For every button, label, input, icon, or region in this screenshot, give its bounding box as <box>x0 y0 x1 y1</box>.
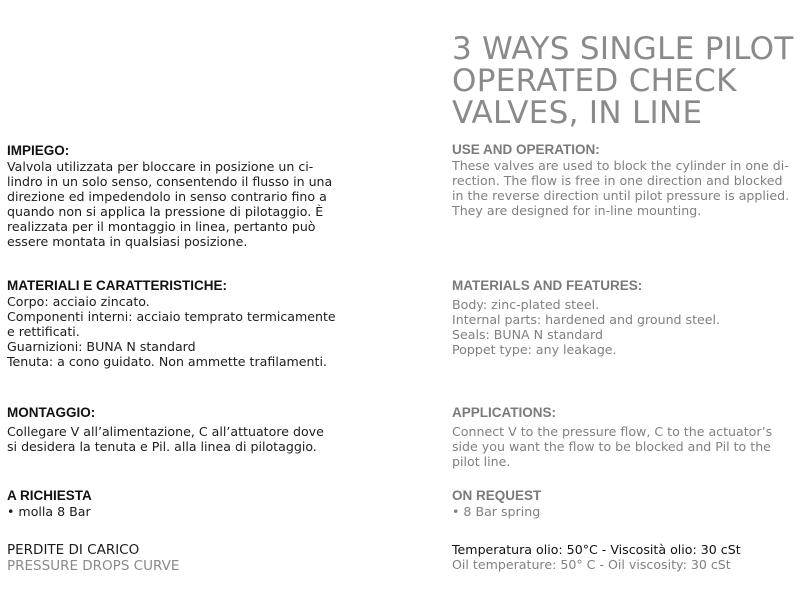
richiesta-section <box>7 488 357 519</box>
title-line: OPERATED CHECK <box>452 63 737 99</box>
text-line: Valvola utilizzata per bloccare in posizione un ci- <box>7 159 314 174</box>
text-line: si desidera la tenuta e Pil. alla linea di pilotaggio. <box>7 439 317 454</box>
text-line: in the reverse direction until pilot pressure is applied. <box>452 188 790 203</box>
text-line: These valves are used to block the cylinder in one di- <box>452 158 789 173</box>
use-heading: USE AND OPERATION: <box>452 142 600 157</box>
temperature-line: Oil temperature: 50° C - Oil viscosity: 30 cSt <box>452 557 731 572</box>
request-section <box>452 488 797 519</box>
impiego-heading: IMPIEGO: <box>7 143 70 158</box>
text-line: Collegare V all’alimentazione, C all’attuatore dove <box>7 424 324 439</box>
montaggio-section <box>7 405 357 454</box>
perdite-section <box>7 542 357 558</box>
page-title <box>452 33 797 129</box>
applications-heading: APPLICATIONS: <box>452 405 556 420</box>
montaggio-heading: MONTAGGIO: <box>7 405 96 420</box>
text-line: Componenti interni: acciaio temprato termicamente <box>7 309 336 324</box>
temperature-section <box>452 542 797 572</box>
text-line: Internal parts: hardened and ground steel. <box>452 312 721 327</box>
pressure-drops-section <box>7 558 357 574</box>
text-line: Connect V to the pressure flow, C to the actuator’s <box>452 424 773 439</box>
title-line: 3 WAYS SINGLE PILOT <box>452 31 794 67</box>
impiego-section <box>7 143 357 249</box>
temperatura-line: Temperatura olio: 50°C - Viscosità olio: 30 cSt <box>452 542 741 557</box>
text-line: pilot line. <box>452 454 511 469</box>
text-line: essere montata in qualsiasi posizione. <box>7 234 248 249</box>
text-line: e rettificati. <box>7 324 80 339</box>
use-section <box>452 142 797 218</box>
text-line: Guarnizioni: BUNA N standard <box>7 339 196 354</box>
text-line: direzione ed impedendolo in senso contrario fino a <box>7 189 327 204</box>
text-line: • 8 Bar spring <box>452 504 541 519</box>
applications-section <box>452 405 797 469</box>
text-line: Poppet type: any leakage. <box>452 342 617 357</box>
materials-heading: MATERIALS AND FEATURES: <box>452 278 643 293</box>
pressure-drops-label: PRESSURE DROPS CURVE <box>7 558 180 574</box>
text-line: Seals: BUNA N standard <box>452 327 603 342</box>
text-line: lindro in un solo senso, consentendo il flusso in una <box>7 174 333 189</box>
materiali-heading: MATERIALI E CARATTERISTICHE: <box>7 278 227 293</box>
perdite-label: PERDITE DI CARICO <box>7 542 140 558</box>
title-line: VALVES, IN LINE <box>452 95 703 131</box>
text-line: Tenuta: a cono guidato. Non ammette trafilamenti. <box>7 354 327 369</box>
text-line: Body: zinc-plated steel. <box>452 297 600 312</box>
materials-section <box>452 278 797 357</box>
text-line: quando non si applica la pressione di pilotaggio. È <box>7 204 324 219</box>
text-line: side you want the flow to be blocked and Pil to the <box>452 439 771 454</box>
text-line: Corpo: acciaio zincato. <box>7 294 150 309</box>
richiesta-heading: A RICHIESTA <box>7 488 92 503</box>
text-line: realizzata per il montaggio in linea, pertanto può <box>7 219 316 234</box>
request-heading: ON REQUEST <box>452 488 542 503</box>
materiali-section <box>7 278 357 369</box>
text-line: rection. The flow is free in one direction and blocked <box>452 173 783 188</box>
text-line: They are designed for in-line mounting. <box>452 203 702 218</box>
text-line: • molla 8 Bar <box>7 504 91 519</box>
